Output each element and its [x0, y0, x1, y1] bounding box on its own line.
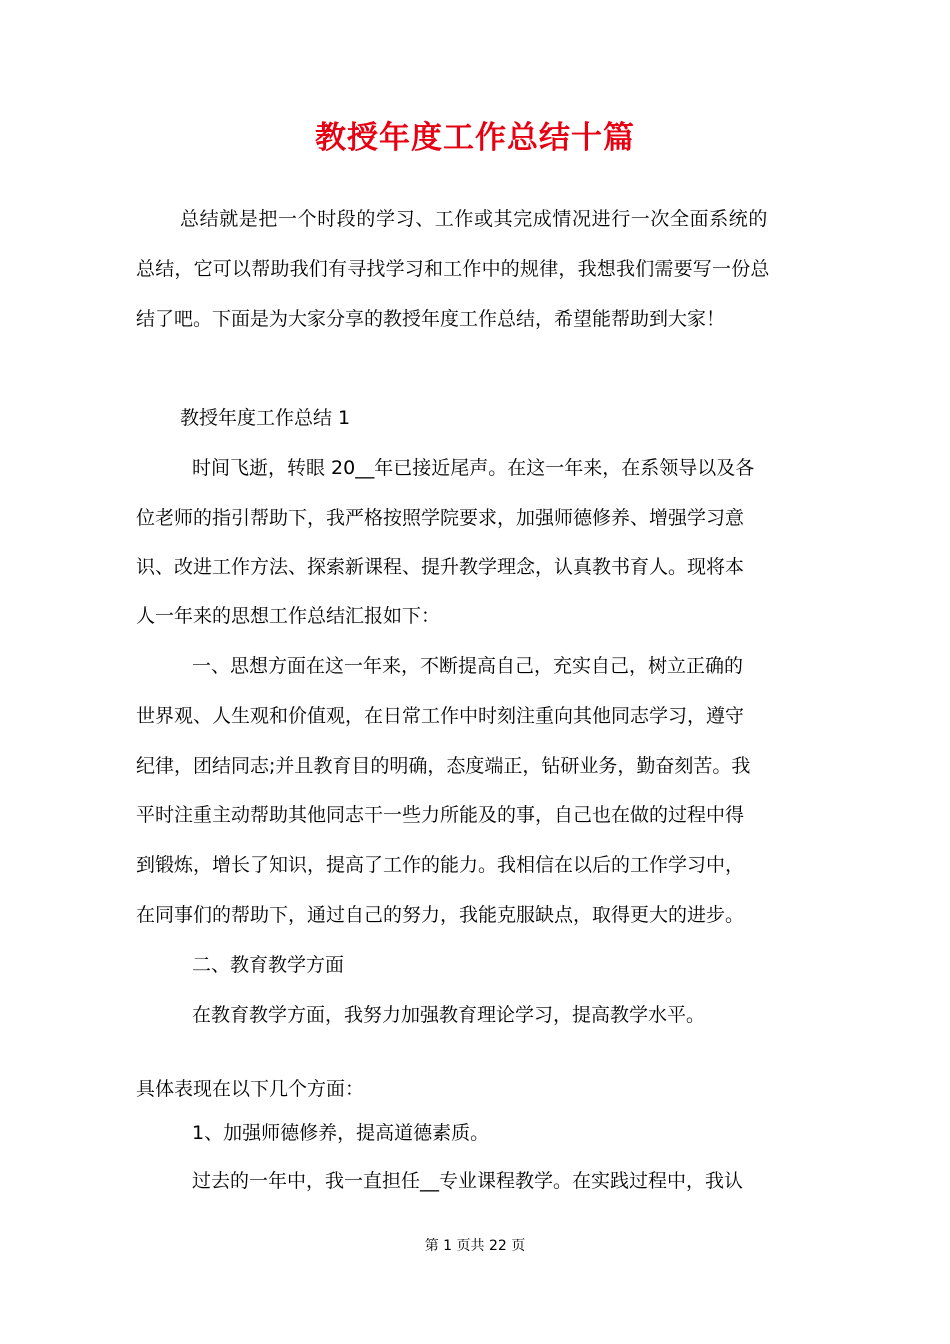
paragraph-line: 总结，它可以帮助我们有寻找学习和工作中的规律，我想我们需要写一份总: [136, 258, 770, 280]
paragraph-line: 总结就是把一个时段的学习、工作或其完成情况进行一次全面系统的: [180, 208, 769, 230]
paragraph-line: 时间飞逝，转眼 20__年已接近尾声。在这一年来，在系领导以及各: [192, 457, 755, 479]
section-heading: 1、加强师德修养，提高道德素质。: [192, 1122, 490, 1144]
document-title: 教授年度工作总结十篇: [315, 120, 635, 156]
section-heading: 二、教育教学方面: [192, 954, 345, 976]
page-number: 第 1 页共 22 页: [424, 1238, 526, 1254]
paragraph-line: 具体表现在以下几个方面：: [136, 1078, 365, 1100]
section-heading: 教授年度工作总结 1: [180, 407, 351, 429]
paragraph-line: 在同事们的帮助下，通过自己的努力，我能克服缺点，取得更大的进步。: [136, 904, 745, 926]
paragraph-line: 世界观、人生观和价值观，在日常工作中时刻注重向其他同志学习，遵守: [136, 705, 745, 727]
paragraph-line: 纪律，团结同志;并且教育目的明确，态度端正，钻研业务，勤奋刻苦。我: [136, 755, 751, 777]
paragraph-line: 位老师的指引帮助下，我严格按照学院要求，加强师德修养、增强学习意: [136, 507, 745, 529]
paragraph-line: 在教育教学方面，我努力加强教育理论学习，提高教学水平。: [192, 1004, 706, 1026]
paragraph-line: 到锻炼，增长了知识，提高了工作的能力。我相信在以后的工作学习中，: [136, 854, 745, 876]
paragraph-line: 人一年来的思想工作总结汇报如下：: [136, 605, 441, 627]
paragraph-line: 结了吧。下面是为大家分享的教授年度工作总结，希望能帮助到大家！: [136, 308, 726, 330]
paragraph-line: 一、思想方面在这一年来，不断提高自己，充实自己，树立正确的: [192, 655, 744, 677]
paragraph-line: 平时注重主动帮助其他同志干一些力所能及的事，自己也在做的过程中得: [136, 804, 745, 826]
paragraph-line: 过去的一年中，我一直担任__专业课程教学。在实践过程中，我认: [192, 1170, 744, 1192]
paragraph-line: 识、改进工作方法、探索新课程、提升教学理念，认真教书育人。现将本: [136, 556, 745, 578]
